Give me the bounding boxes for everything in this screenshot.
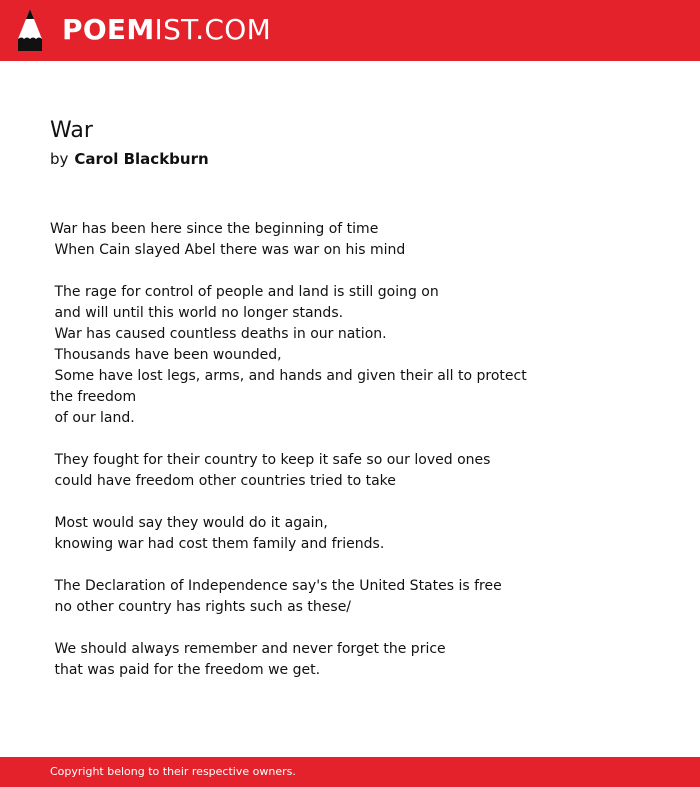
author-name[interactable]: Carol Blackburn <box>74 150 209 168</box>
copyright-text: Copyright belong to their respective owners. <box>50 765 296 778</box>
site-footer <box>0 757 700 787</box>
poem-body: War has been here since the beginning of time When Cain slayed Abel there was war on his mind The rage for control of people and land is still going on and will until this world no longer stands. War has caused countless deaths in our nation. Thousands have been wounded, Some have lost legs, arms, and hands and given their all to protect the freedom of our land. They fought for their country to keep it safe so our loved ones could have freedom other countries tried to take Most would say they would do it again, knowing war had cost them family and friends. The Declaration of Independence say's the United States is free no other country has rights such as these/ We should always remember and never forget the price that was paid for the freedom we get. <box>50 221 527 678</box>
site-logo[interactable] <box>62 12 271 48</box>
pencil-tip-icon[interactable] <box>18 9 42 51</box>
logo-text-bold: POEM <box>62 13 155 46</box>
poem-title: War <box>50 118 93 143</box>
logo-text-light: IST.COM <box>154 13 272 46</box>
byline <box>50 148 209 170</box>
site-header <box>0 0 700 61</box>
by-label: by <box>50 150 69 168</box>
